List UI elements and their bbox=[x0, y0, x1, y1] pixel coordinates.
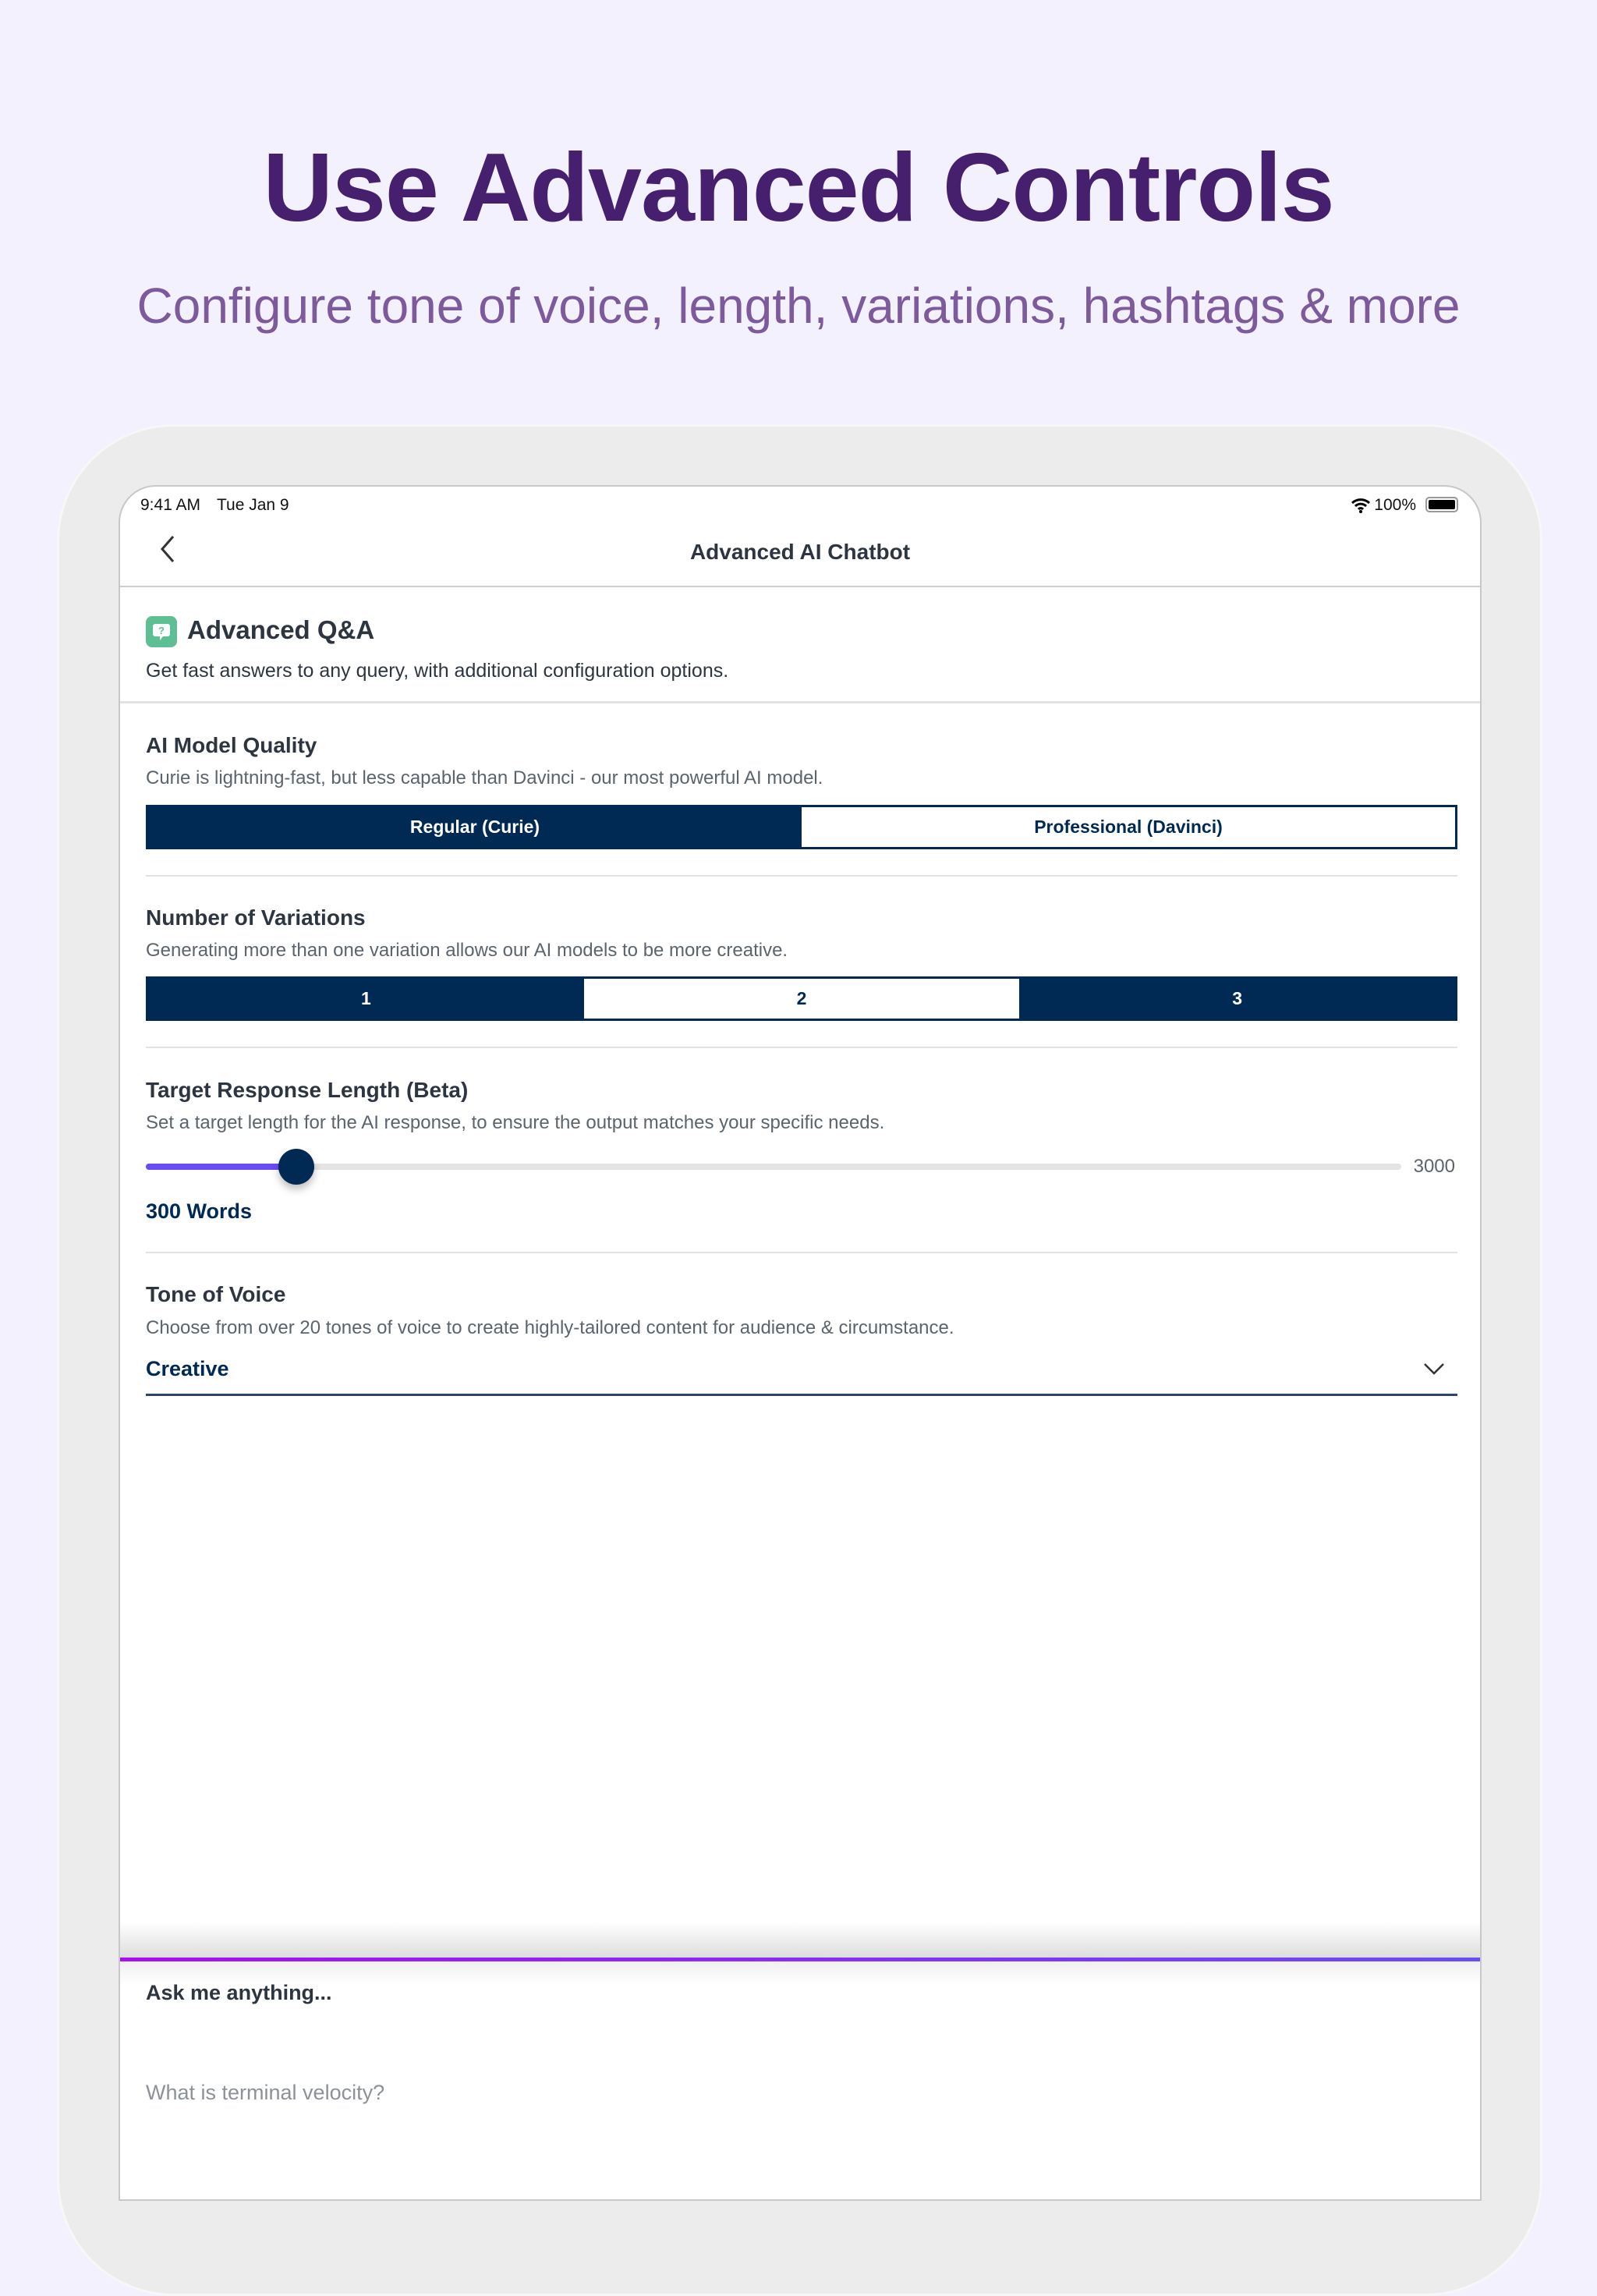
nav-title: Advanced AI Chatbot bbox=[689, 540, 911, 564]
chevron-down-icon bbox=[1423, 1362, 1445, 1376]
segment-3[interactable]: 3 bbox=[1232, 988, 1243, 1008]
model-description: Curie is lightning-fast, but less capable than Davinci - our most powerful AI model. bbox=[146, 767, 823, 788]
segment-regular-curie[interactable]: Regular (Curie) bbox=[409, 817, 540, 837]
question-input[interactable]: What is terminal velocity? bbox=[146, 2081, 385, 2104]
length-label: Target Response Length (Beta) bbox=[146, 1078, 469, 1102]
input-label: Ask me anything... bbox=[146, 1981, 332, 2004]
segment-professional-davinci[interactable]: Professional (Davinci) bbox=[802, 807, 1455, 847]
model-label: AI Model Quality bbox=[146, 733, 317, 757]
length-slider-track[interactable] bbox=[146, 1164, 1401, 1170]
tone-select[interactable] bbox=[146, 1352, 1457, 1396]
variations-description: Generating more than one variation allows our AI models to be more creative. bbox=[146, 940, 788, 961]
tone-description: Choose from over 20 tones of voice to create highly-tailored content for audience & circumstance. bbox=[146, 1317, 954, 1338]
battery-icon bbox=[1425, 497, 1458, 512]
length-max-label: 3000 bbox=[1413, 1156, 1455, 1177]
tool-name: Advanced Q&A bbox=[187, 615, 375, 644]
tool-description: Get fast answers to any query, with additional configuration options. bbox=[146, 660, 729, 682]
variations-segmented-control bbox=[146, 976, 1457, 1021]
qa-icon bbox=[146, 616, 177, 647]
status-time: 9:41 AM bbox=[140, 496, 201, 514]
segment-2[interactable]: 2 bbox=[584, 979, 1020, 1019]
length-slider-thumb[interactable] bbox=[278, 1149, 314, 1185]
segment-1[interactable]: 1 bbox=[360, 988, 371, 1008]
svg-text:?: ? bbox=[158, 625, 165, 636]
length-description: Set a target length for the AI response, to ensure the output matches your specific needs. bbox=[146, 1112, 885, 1133]
status-date: Tue Jan 9 bbox=[217, 496, 289, 514]
hero-title: Use Advanced Controls bbox=[263, 134, 1334, 242]
length-slider-fill bbox=[146, 1164, 296, 1170]
tone-label: Tone of Voice bbox=[146, 1282, 286, 1306]
tone-value: Creative bbox=[146, 1357, 229, 1380]
wifi-icon bbox=[1351, 496, 1416, 515]
length-value: 300 Words bbox=[146, 1199, 253, 1223]
variations-label: Number of Variations bbox=[146, 905, 366, 930]
hero-subtitle: Configure tone of voice, length, variations, hashtags & more bbox=[136, 278, 1461, 334]
model-segmented-control bbox=[146, 805, 1457, 849]
app-screen bbox=[119, 485, 1482, 2201]
battery-percent: 100% bbox=[1374, 496, 1416, 514]
